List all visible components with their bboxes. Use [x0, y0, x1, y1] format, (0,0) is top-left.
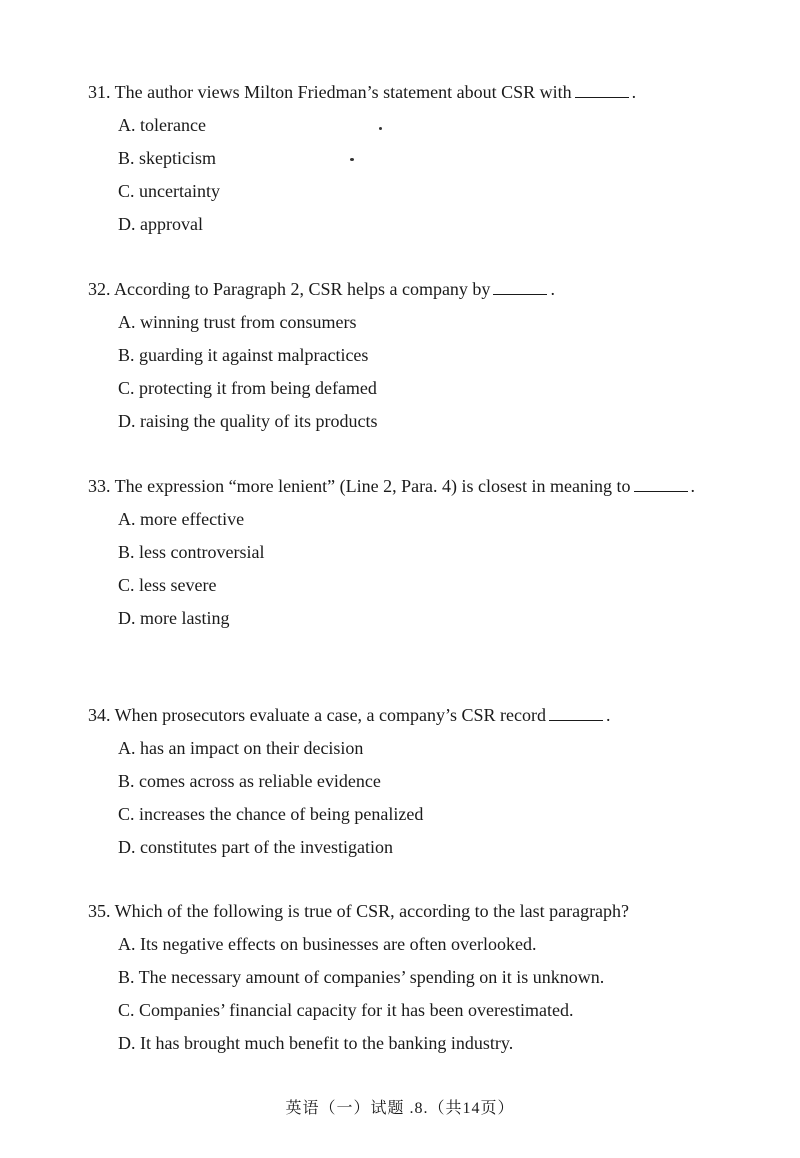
question-34 — [88, 699, 738, 864]
scan-speck — [350, 158, 354, 161]
option-c: C. less severe — [118, 575, 217, 595]
option-a: A. more effective — [118, 509, 245, 529]
question-stem — [88, 470, 738, 503]
question-32 — [88, 273, 738, 438]
question-stem — [88, 895, 738, 928]
answer-blank — [575, 83, 629, 98]
option-list — [88, 306, 738, 438]
option-d: D. more lasting — [118, 608, 230, 628]
question-35 — [88, 895, 738, 1060]
option-c: C. uncertainty — [118, 181, 220, 201]
scan-speck — [379, 127, 382, 130]
option-list — [88, 109, 738, 241]
answer-blank — [634, 477, 688, 492]
stem-end: . — [550, 279, 555, 299]
stem-text: 34. When prosecutors evaluate a case, a company’s CSR record — [88, 705, 547, 725]
question-33 — [88, 470, 738, 635]
option-a: A. has an impact on their decision — [118, 738, 364, 758]
question-stem — [88, 76, 738, 109]
question-stem — [88, 699, 738, 732]
option-c: C. protecting it from being defamed — [118, 378, 377, 398]
option-a: A. Its negative effects on businesses are often overlooked. — [118, 934, 537, 954]
page-footer: 英语（一）试题 .8.（共14页） — [285, 1100, 515, 1117]
question-stem — [88, 273, 738, 306]
stem-end: . — [631, 82, 637, 102]
stem-text: 33. The expression “more lenient” (Line 2, Para. 4) is closest in meaning to — [88, 476, 631, 496]
stem-text: 35. Which of the following is true of CSR, according to the last paragraph? — [88, 901, 630, 921]
option-list — [88, 928, 738, 1060]
question-31 — [88, 76, 738, 241]
answer-blank — [493, 280, 547, 295]
option-list — [88, 732, 738, 864]
stem-text: 31. The author views Milton Friedman’s statement about CSR with — [88, 82, 572, 102]
option-b: B. skepticism — [118, 148, 216, 168]
option-list — [88, 503, 738, 635]
stem-end: . — [690, 476, 696, 496]
option-a: A. winning trust from consumers — [118, 312, 357, 332]
option-d: D. constitutes part of the investigation — [118, 837, 393, 857]
option-d: D. It has brought much benefit to the banking industry. — [118, 1033, 514, 1053]
option-d: D. approval — [118, 214, 203, 234]
stem-end: . — [606, 705, 611, 725]
option-c: C. Companies’ financial capacity for it has been overestimated. — [118, 1000, 574, 1020]
option-d: D. raising the quality of its products — [118, 411, 378, 431]
option-c: C. increases the chance of being penalized — [118, 804, 424, 824]
option-b: B. less controversial — [118, 542, 265, 562]
option-b: B. comes across as reliable evidence — [118, 771, 381, 791]
option-b: B. The necessary amount of companies’ spending on it is unknown. — [118, 967, 605, 987]
stem-text: 32. According to Paragraph 2, CSR helps a company by — [88, 279, 491, 299]
option-b: B. guarding it against malpractices — [118, 345, 369, 365]
answer-blank — [549, 706, 603, 721]
option-a: A. tolerance — [118, 115, 206, 135]
